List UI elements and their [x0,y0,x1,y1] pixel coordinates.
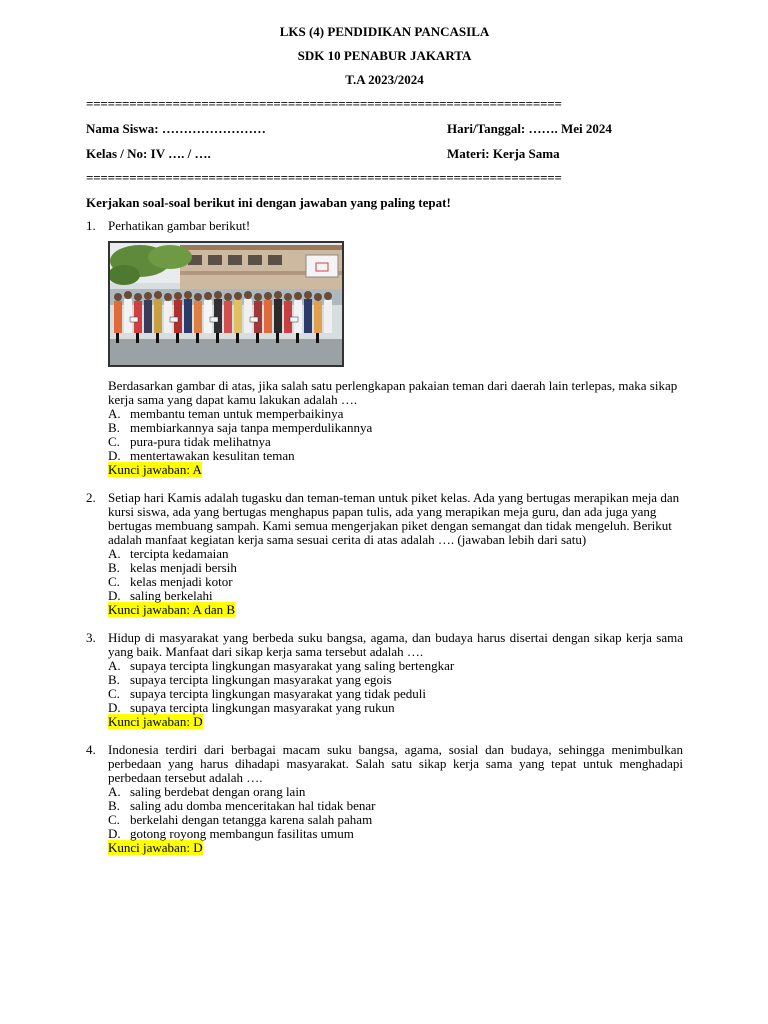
option-letter: D. [108,700,121,715]
school-name: SDK 10 PENABUR JAKARTA [297,48,472,63]
divider-top: ================================================================== [86,97,562,111]
option-letter: C. [108,812,120,827]
option-c [108,687,683,701]
question-number: 3. [86,630,96,645]
option-a [108,785,683,799]
answer-key: Kunci jawaban: D [108,840,203,855]
option-letter: A. [108,784,121,799]
option-text: saling berdebat dengan orang lain [130,784,306,799]
option-b [108,561,683,575]
option-text: pura-pura tidak melihatnya [130,434,271,449]
question-text: Setiap hari Kamis adalah tugasku dan teman-teman untuk piket kelas. Ada yang bertugas merapikan meja dan kursi siswa, ada yang bertugas menghapus papan tulis, ada yang merapikan meja guru, dan ada juga yang bertugas membuang sampah. Kami semua mengerjakan piket dengan semangat dan tidak mengeluh. Berikut adalah manfaat kegiatan kerja sama sesuai cerita di atas adalah …. (jawaban lebih dari satu) [108,490,680,547]
question-1 [86,219,683,477]
option-b [108,673,683,687]
student-name-field: Nama Siswa: …………………… [86,121,266,136]
academic-year: T.A 2023/2024 [345,72,424,87]
divider-bottom: ================================================================== [86,171,562,185]
instruction-text: Kerjakan soal-soal berikut ini dengan jawaban yang paling tepat! [86,195,451,210]
option-text: kelas menjadi bersih [130,560,237,575]
option-text: saling adu domba menceritakan hal tidak benar [130,798,376,813]
answer-key: Kunci jawaban: A [108,462,202,477]
option-list [108,785,683,841]
option-letter: B. [108,798,120,813]
option-text: kelas menjadi kotor [130,574,233,589]
option-letter: C. [108,574,120,589]
date-field: Hari/Tanggal: ……. Mei 2024 [447,121,612,136]
option-text: gotong royong membangun fasilitas umum [130,826,354,841]
option-d [108,589,683,603]
option-b [108,421,683,435]
question-4 [86,743,683,855]
option-text: membiarkannya saja tanpa memperdulikannya [130,420,373,435]
question-2 [86,491,683,617]
option-d [108,827,683,841]
question-3 [86,631,683,729]
info-row-2 [86,147,683,161]
option-letter: A. [108,658,121,673]
option-c [108,575,683,589]
option-list [108,407,683,463]
question-text: Berdasarkan gambar di atas, jika salah satu perlengkapan pakaian teman dari daerah lain terlepas, maka sikap kerja sama yang dapat kamu lakukan adalah …. [108,378,678,407]
question-intro: Perhatikan gambar berikut! [108,218,251,233]
option-list [108,547,683,603]
option-letter: A. [108,406,121,421]
option-letter: B. [108,672,120,687]
option-letter: A. [108,546,121,561]
option-list [108,659,683,715]
class-number-field: Kelas / No: IV …. / …. [86,146,211,161]
option-text: supaya tercipta lingkungan masyarakat yang rukun [130,700,395,715]
option-text: supaya tercipta lingkungan masyarakat yang tidak peduli [130,686,427,701]
students-costume-photo [108,241,344,367]
option-d [108,701,683,715]
option-text: mentertawakan kesulitan teman [130,448,295,463]
option-letter: B. [108,560,120,575]
worksheet-title: LKS (4) PENDIDIKAN PANCASILA [279,24,490,39]
answer-key: Kunci jawaban: A dan B [108,602,236,617]
question-number: 1. [86,218,96,233]
option-a [108,547,683,561]
answer-key: Kunci jawaban: D [108,714,203,729]
option-text: tercipta kedamaian [130,546,229,561]
topic-field: Materi: Kerja Sama [447,146,560,161]
option-text: supaya tercipta lingkungan masyarakat yang egois [130,672,392,687]
option-letter: D. [108,588,121,603]
option-text: membantu teman untuk memperbaikinya [130,406,344,421]
option-a [108,659,683,673]
option-a [108,407,683,421]
option-d [108,449,683,463]
option-letter: B. [108,420,120,435]
option-text: supaya tercipta lingkungan masyarakat yang saling bertengkar [130,658,455,673]
question-number: 2. [86,490,96,505]
option-letter: D. [108,826,121,841]
option-letter: C. [108,434,120,449]
option-c [108,435,683,449]
question-text: Indonesia terdiri dari berbagai macam suku bangsa, agama, sosial dan budaya, sehingga menimbulkan perbedaan yang harus dihadapi masyarakat. Salah satu sikap kerja sama yang tepat untuk menghadapi perbedaan tersebut adalah …. [108,742,683,785]
option-text: berkelahi dengan tetangga karena salah paham [130,812,373,827]
option-letter: D. [108,448,121,463]
option-b [108,799,683,813]
question-text: Hidup di masyarakat yang berbeda suku bangsa, agama, dan budaya harus disertai dengan sikap kerja sama yang baik. Manfaat dari sikap kerja sama tersebut adalah …. [108,630,683,659]
worksheet-page [86,25,683,855]
info-row-1 [86,122,683,136]
option-letter: C. [108,686,120,701]
option-c [108,813,683,827]
question-number: 4. [86,742,96,757]
option-text: saling berkelahi [130,588,213,603]
